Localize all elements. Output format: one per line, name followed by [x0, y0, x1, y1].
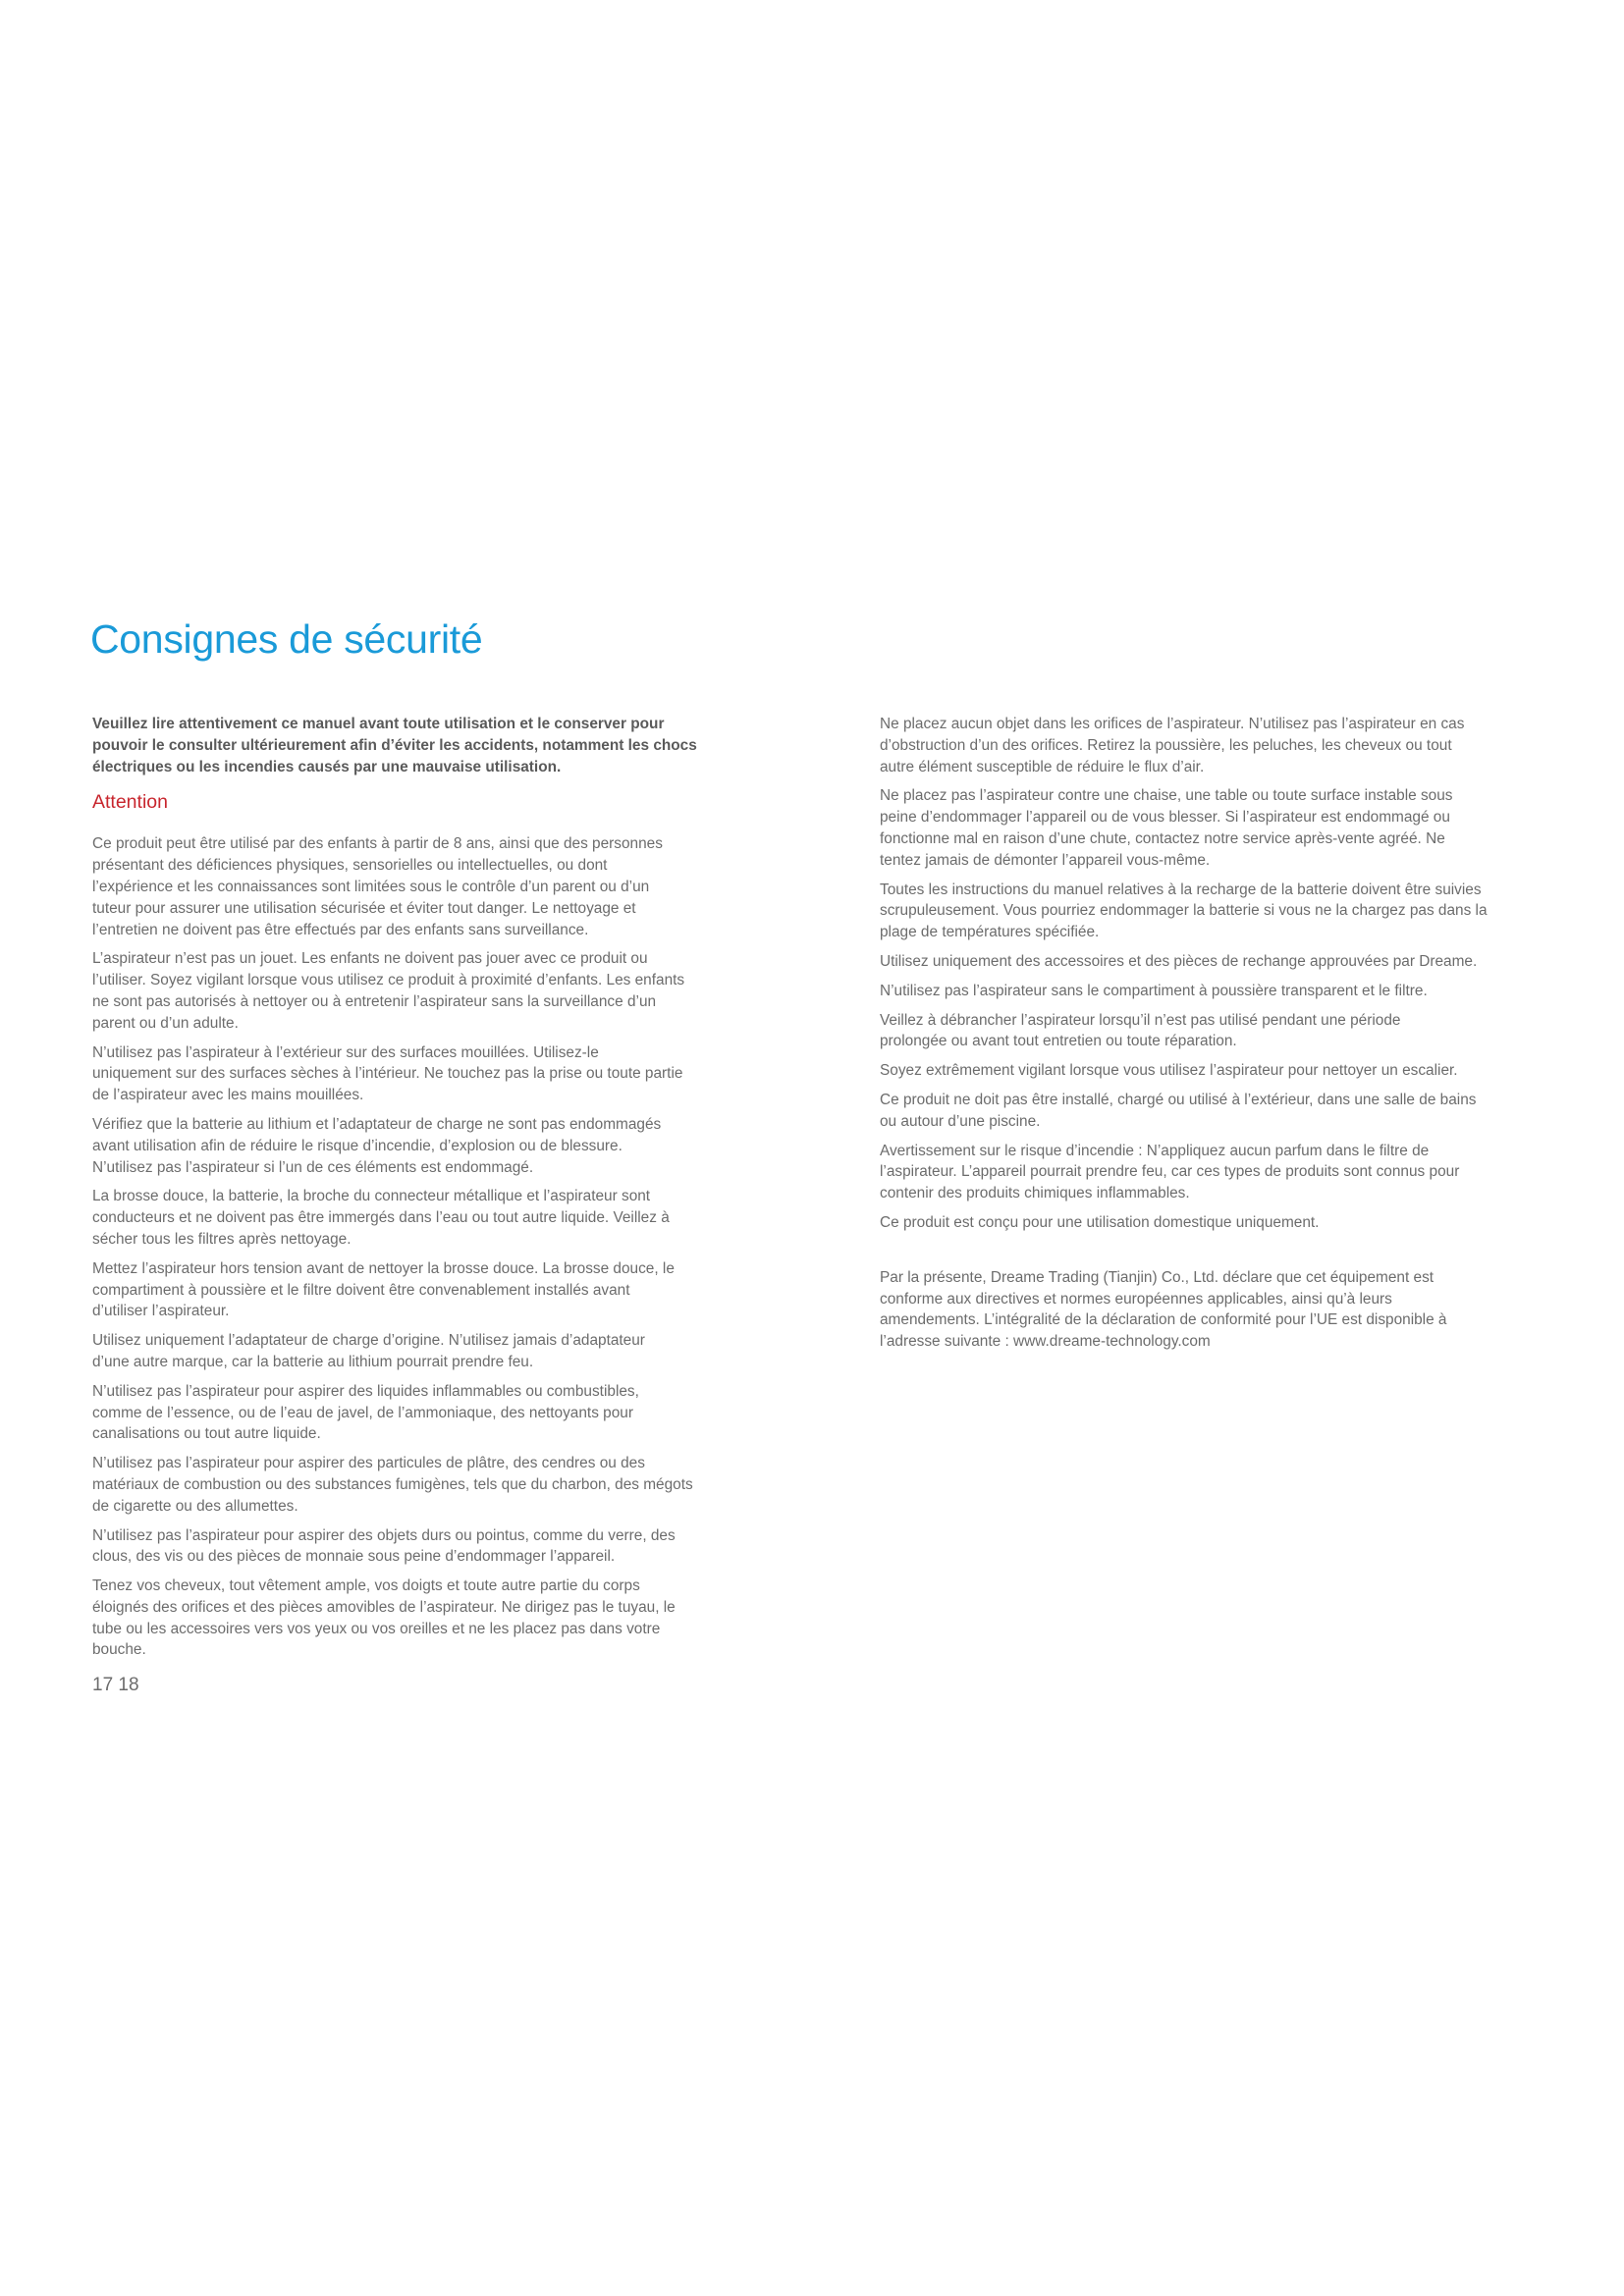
page-numbers: 17 18 — [92, 1675, 139, 1695]
right-column — [880, 714, 1540, 1361]
conformity-declaration: Par la présente, Dreame Trading (Tianjin) Co., Ltd. déclare que cet équipement est conforme aux directives et normes européennes applicables, ainsi qu’à leurs amendements. L’intégralité de la déclaration de conformité pour l’UE est disponible à l’adresse suivante : www.dreame-technology.com — [880, 1268, 1447, 1351]
safety-paragraph: Veillez à débrancher l’aspirateur lorsqu’il n’est pas utilisé pendant une période prolongée ou avant tout entretien ou toute réparation. — [880, 1011, 1401, 1050]
safety-paragraph: Ne placez aucun objet dans les orifices de l’aspirateur. N’utilisez pas l’aspirateur en cas d’obstruction d’un des orifices. Retirez la poussière, les peluches, les cheveux ou tout autre élément susceptible de réduire le flux d’air. — [880, 716, 1465, 775]
page-title: Consignes de sécurité — [90, 616, 483, 662]
safety-paragraph: N’utilisez pas l’aspirateur à l’extérieur sur des surfaces mouillées. Utilisez-le uniquement sur des surfaces sèches à l’intérieur. Ne touchez pas la prise ou toute partie de l’aspirateur avec les mains mouillées. — [92, 1043, 683, 1104]
safety-paragraph: Toutes les instructions du manuel relatives à la recharge de la batterie doivent être suivies scrupuleusement. Vous pourriez endommager la batterie si vous ne la chargez pas dans la plage de températures spécifiée. — [880, 881, 1488, 941]
safety-paragraph: N’utilisez pas l’aspirateur sans le compartiment à poussière transparent et le filtre. — [880, 982, 1428, 999]
left-column — [92, 714, 752, 1669]
attention-heading: Attention — [92, 791, 168, 814]
safety-paragraph: Vérifiez que la batterie au lithium et l’adaptateur de charge ne sont pas endommagés avant utilisation afin de réduire le risque d’incendie, d’explosion ou de blessure. N’utilisez pas l’aspirateur si l’un de ces éléments est endommagé. — [92, 1115, 662, 1176]
intro-paragraph: Veuillez lire attentivement ce manuel avant toute utilisation et le conserver pour pouvoir le consulter ultérieurement afin d’éviter les accidents, notamment les chocs électriques ou les incendies causés par une mauvaise utilisation. — [92, 716, 697, 775]
safety-paragraph: Tenez vos cheveux, tout vêtement ample, vos doigts et toute autre partie du corps éloignés des orifices et des pièces amovibles de l’aspirateur. Ne dirigez pas le tuyau, le tube ou les accessoires vers vos yeux ou vos oreilles et ne les placez pas dans votre bouche. — [92, 1577, 676, 1659]
safety-paragraph: Ce produit ne doit pas être installé, chargé ou utilisé à l’extérieur, dans une salle de bains ou autour d’une piscine. — [880, 1091, 1477, 1130]
safety-paragraph: Utilisez uniquement l’adaptateur de charge d’origine. N’utilisez jamais d’adaptateur d’une autre marque, car la batterie au lithium pourrait prendre feu. — [92, 1332, 645, 1370]
safety-paragraph: Ce produit peut être utilisé par des enfants à partir de 8 ans, ainsi que des personnes présentant des déficiences physiques, sensorielles ou intellectuelles, ou dont l’expérience et les connaissances sont limitées sous le contrôle d’un parent ou d’un tuteur pour assurer une utilisation sécurisée et éviter tout danger. Le nettoyage et l’entretien ne doivent pas être effectués par des enfants sans surveillance. — [92, 835, 663, 938]
safety-paragraph: La brosse douce, la batterie, la broche du connecteur métallique et l’aspirateur sont conducteurs et ne doivent pas être immergés dans l’eau ou tout autre liquide. Veillez à sécher tous les filtres après nettoyage. — [92, 1188, 670, 1248]
safety-paragraph: L’aspirateur n’est pas un jouet. Les enfants ne doivent pas jouer avec ce produit ou l’utiliser. Soyez vigilant lorsque vous utilisez ce produit à proximité d’enfants. Les enfants ne sont pas autorisés à nettoyer ou à entretenir l’aspirateur sans la surveillance d’un parent ou d’un adulte. — [92, 950, 685, 1032]
safety-paragraph: N’utilisez pas l’aspirateur pour aspirer des particules de plâtre, des cendres ou des matériaux de combustion ou des substances fumigènes, tels que du charbon, des mégots de cigarette ou des allumettes. — [92, 1455, 693, 1515]
safety-paragraph: N’utilisez pas l’aspirateur pour aspirer des objets durs ou pointus, comme du verre, des clous, des vis ou des pièces de monnaie sous peine d’endommager l’appareil. — [92, 1526, 676, 1566]
safety-paragraph: Utilisez uniquement des accessoires et des pièces de rechange approuvées par Dreame. — [880, 952, 1478, 970]
safety-paragraph: N’utilisez pas l’aspirateur pour aspirer des liquides inflammables ou combustibles, comme de l’essence, ou de l’eau de javel, de l’ammoniaque, des nettoyants pour canalisations ou tout autre liquide. — [92, 1382, 639, 1443]
safety-paragraph: Avertissement sur le risque d’incendie : N’appliquez aucun parfum dans le filtre de l’aspirateur. L’appareil pourrait prendre feu, car ces types de produits sont connus pour contenir des produits chimiques inflammables. — [880, 1142, 1460, 1202]
safety-paragraph: Mettez l’aspirateur hors tension avant de nettoyer la brosse douce. La brosse douce, le compartiment à poussière et le filtre doivent être convenablement installés avant d’utiliser l’aspirateur. — [92, 1259, 675, 1320]
safety-paragraph: Soyez extrêmement vigilant lorsque vous utilisez l’aspirateur pour nettoyer un escalier. — [880, 1062, 1458, 1080]
safety-paragraph: Ne placez pas l’aspirateur contre une chaise, une table ou toute surface instable sous peine d’endommager l’appareil ou de vous blesser. Si l’aspirateur est endommagé ou fonctionne mal en raison d’une chute, contactez notre service après-vente agréé. Ne tentez jamais de démonter l’appareil vous-même. — [880, 787, 1453, 869]
safety-paragraph: Ce produit est conçu pour une utilisation domestique uniquement. — [880, 1213, 1320, 1231]
